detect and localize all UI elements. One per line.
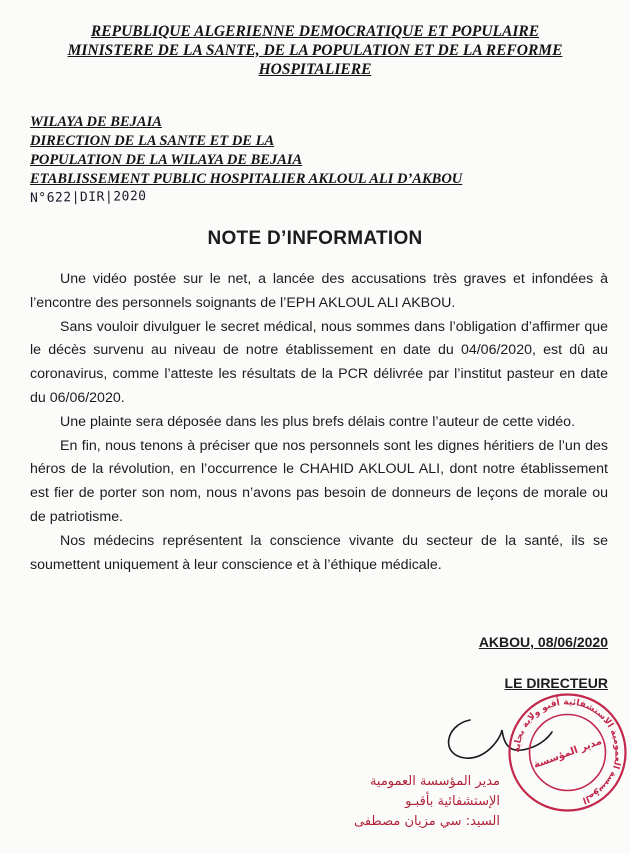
issuer-line-1: WILAYA DE BEJAIA xyxy=(30,114,162,130)
stamp-center-text: مدير المؤسسة xyxy=(532,736,604,771)
republic-line: REPUBLIQUE ALGERIENNE DEMOCRATIQUE ET POPULAIRE xyxy=(90,23,540,40)
reference-number: N°622|DIR|2020 xyxy=(29,188,147,207)
paragraph-5: Nos médecins représentent la conscience vivante du secteur de la santé, ils se soumettent uniquement à leur conscience et à l’éthique médicale. xyxy=(30,532,608,573)
paragraph-1: Une vidéo postée sur le net, a lancée des accusations très graves et infondées à l’encontre des personnels soignants de l’EPH AKLOUL ALI AKBOU. xyxy=(30,271,608,311)
arabic-line-1: مدير المؤسسة العمومية xyxy=(369,774,500,789)
issuer-line-4: ETABLISSEMENT PUBLIC HOSPITALIER AKLOUL ALI D’AKBOU xyxy=(30,171,463,187)
document-title: NOTE D’INFORMATION xyxy=(207,228,423,249)
paragraph-3: Une plainte sera déposée dans les plus brefs délais contre l’auteur de cette vidéo. xyxy=(60,413,576,430)
issuer-line-2: DIRECTION DE LA SANTE ET DE LA xyxy=(30,133,275,149)
arabic-line-2: الإستشفائية بأقبـو xyxy=(405,794,500,809)
arabic-signature-block xyxy=(300,772,500,832)
place-date: AKBOU, 08/06/2020 xyxy=(478,634,608,650)
ministry-line-1: MINISTERE DE LA SANTE, DE LA POPULATION ET DE LA REFORME xyxy=(67,42,563,59)
paragraph-4: En fin, nous tenons à préciser que nos personnels sont les dignes héritiers de l’un des héros de la révolution, en l’occurrence le CHAHID AKLOUL ALI, dont notre établissement est fier de porter son nom, nous n’avons pas besoin de donneurs de leçons de morale ou de patriotisme. xyxy=(30,437,608,525)
stamp-ring-text: المؤسسة العمومية الاستشفائية أقبو ولاية بجاية xyxy=(512,697,623,805)
ministry-header xyxy=(0,22,630,79)
issuer-block xyxy=(30,113,462,189)
paragraph-2: Sans vouloir divulguer le secret médical, nous sommes dans l’obligation d’affirmer que le décès survenu au niveau de notre établissement en date du 04/06/2020, est dû au coronavirus, comme l’atteste les résultats de la PCR délivrée par l’institut pasteur en date du 06/06/2020. xyxy=(30,318,608,406)
arabic-line-3: السيد: سي مزيان مصطفى xyxy=(354,814,500,829)
official-stamp xyxy=(505,690,630,815)
document-body xyxy=(30,268,608,577)
ministry-line-2: HOSPITALIERE xyxy=(258,61,372,78)
signatory-title: LE DIRECTEUR xyxy=(504,675,608,691)
issuer-line-3: POPULATION DE LA WILAYA DE BEJAIA xyxy=(30,152,303,168)
